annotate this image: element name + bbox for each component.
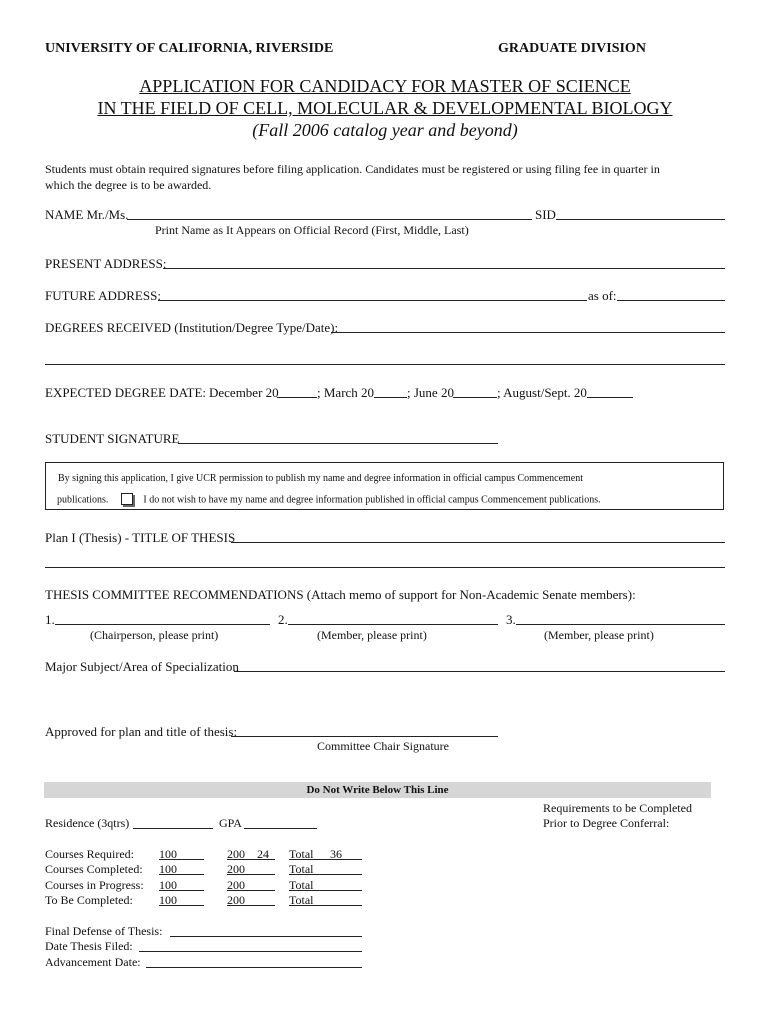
committee-number-3: 3. [506,612,516,627]
future-address-label: FUTURE ADDRESS: [45,288,161,303]
residence-input[interactable] [133,828,213,829]
courses-completed-100: 100 [159,862,177,876]
date-thesis-filed-label: Date Thesis Filed: [45,939,133,953]
committee-number-1: 1. [45,612,55,627]
present-address-input[interactable] [163,268,725,269]
thesis-title-input[interactable] [231,542,725,543]
degrees-received-label: DEGREES RECEIVED (Institution/Degree Type/Date): [45,320,339,335]
june-year-input[interactable] [453,397,497,398]
permission-publications-label: publications. [57,494,109,506]
office-use-banner-text: Do Not Write Below This Line [306,784,449,796]
name-label: NAME Mr./Ms. [45,207,129,222]
degrees-received-input[interactable] [331,332,725,333]
requirements-line-1: Requirements to be Completed [543,801,692,815]
courses-in-progress-label: Courses in Progress: [45,878,144,892]
form-title-line-2: IN THE FIELD OF CELL, MOLECULAR & DEVELOPMENTAL BIOLOGY [97,98,673,118]
member-1-hint: (Member, please print) [317,628,427,642]
courses-in-progress-total-label: Total [289,878,314,892]
intro-line-2: which the degree is to be awarded. [45,178,212,192]
courses-in-progress-100-input[interactable] [159,890,204,891]
courses-completed-label: Courses Completed: [45,862,143,876]
courses-required-100: 100 [159,847,177,861]
major-input[interactable] [234,671,725,672]
member-2-input[interactable] [516,624,725,625]
degrees-received-input-2[interactable] [45,364,725,365]
courses-completed-total-label: Total [289,862,314,876]
chairperson-input[interactable] [55,624,270,625]
december-year-input[interactable] [277,397,317,398]
chairperson-hint: (Chairperson, please print) [90,628,219,642]
courses-in-progress-200: 200 [227,878,245,892]
committee-chair-signature-input[interactable] [231,736,498,737]
courses-in-progress-total-input[interactable] [289,890,362,891]
advancement-date-input[interactable] [146,967,362,968]
courses-in-progress-200-input[interactable] [227,890,275,891]
requirements-line-2: Prior to Degree Conferral: [543,816,670,830]
final-defense-label: Final Defense of Thesis: [45,924,163,938]
courses-required-200-input[interactable] [227,859,275,860]
courses-required-total-label: Total [289,847,314,861]
courses-completed-200: 200 [227,862,245,876]
march-label: ; March 20 [317,385,375,400]
committee-chair-signature-hint: Committee Chair Signature [317,739,449,753]
future-address-input[interactable] [158,300,587,301]
opt-out-label: I do not wish to have my name and degree information published in official campus Commencement publications. [143,494,601,506]
permission-text-line-2 [57,493,601,507]
as-of-input[interactable] [617,300,725,301]
courses-required-label: Courses Required: [45,847,134,861]
to-be-completed-200-input[interactable] [227,905,275,906]
thesis-title-label: Plan I (Thesis) - TITLE OF THESIS [45,530,236,545]
member-1-input[interactable] [288,624,498,625]
name-input[interactable] [127,219,532,220]
to-be-completed-200: 200 [227,893,245,907]
to-be-completed-total-label: Total [289,893,314,907]
december-label: December 20 [209,385,279,400]
thesis-title-input-2[interactable] [45,567,725,568]
to-be-completed-total-input[interactable] [289,905,362,906]
courses-required-100-input[interactable] [159,859,204,860]
to-be-completed-100: 100 [159,893,177,907]
courses-completed-total-input[interactable] [289,874,362,875]
courses-in-progress-100: 100 [159,878,177,892]
form-subtitle: (Fall 2006 catalog year and beyond) [252,120,518,140]
courses-completed-100-input[interactable] [159,874,204,875]
opt-out-checkbox[interactable] [121,493,133,505]
as-of-label: as of: [588,288,617,303]
expected-degree-label: EXPECTED DEGREE DATE: [45,385,207,400]
courses-completed-200-input[interactable] [227,874,275,875]
march-year-input[interactable] [374,397,407,398]
june-label: ; June 20 [407,385,454,400]
sid-input[interactable] [556,219,725,220]
major-label: Major Subject/Area of Specialization [45,659,239,674]
form-title-line-1: APPLICATION FOR CANDIDACY FOR MASTER OF SCIENCE [139,76,631,96]
residence-label: Residence (3qtrs) [45,816,130,830]
sid-label: SID [535,207,556,222]
courses-required-200-value: 24 [257,847,269,861]
courses-required-200: 200 [227,847,245,861]
permission-text-line-1: By signing this application, I give UCR permission to publish my name and degree information in official campus Commencement [58,473,583,484]
august-label: ; August/Sept. 20 [497,385,587,400]
present-address-label: PRESENT ADDRESS: [45,256,167,271]
final-defense-input[interactable] [170,936,362,937]
to-be-completed-label: To Be Completed: [45,893,133,907]
courses-required-total-value: 36 [330,847,342,861]
approved-label: Approved for plan and title of thesis: [45,724,238,739]
date-thesis-filed-input[interactable] [139,951,362,952]
august-year-input[interactable] [587,397,633,398]
university-name: UNIVERSITY OF CALIFORNIA, RIVERSIDE [45,41,334,56]
intro-line-1: Students must obtain required signatures before filing application. Candidates must be registered or using filing fee in quarter in [45,162,660,176]
advancement-date-label: Advancement Date: [45,955,141,969]
member-2-hint: (Member, please print) [544,628,654,642]
courses-required-total-input[interactable] [289,859,362,860]
student-signature-input[interactable] [178,443,498,444]
name-hint: Print Name as It Appears on Official Record (First, Middle, Last) [155,223,469,237]
committee-number-2: 2. [278,612,288,627]
committee-heading: THESIS COMMITTEE RECOMMENDATIONS (Attach memo of support for Non-Academic Senate members): [45,587,636,602]
division-name: GRADUATE DIVISION [498,41,646,56]
to-be-completed-100-input[interactable] [159,905,204,906]
gpa-input[interactable] [244,828,317,829]
student-signature-label: STUDENT SIGNATURE [45,431,180,446]
gpa-label: GPA [219,816,242,830]
